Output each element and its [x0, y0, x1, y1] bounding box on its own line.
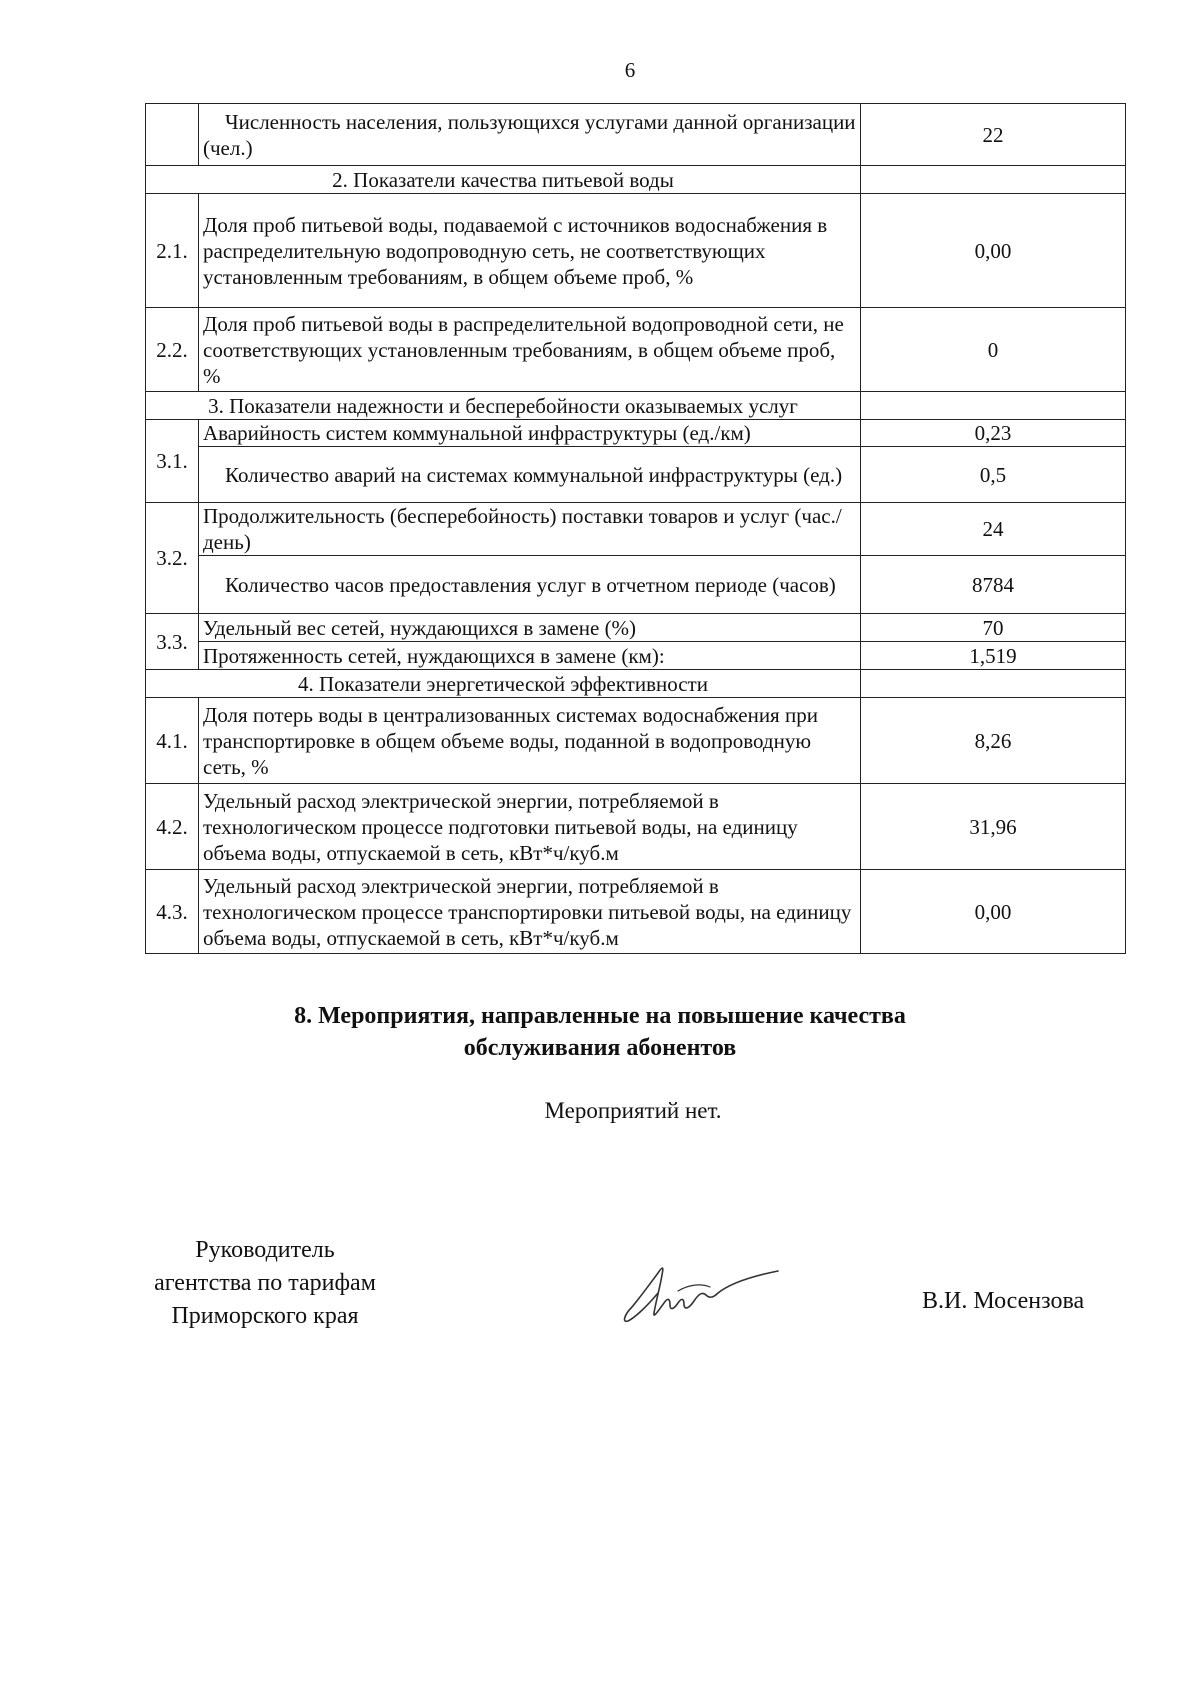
row-value	[861, 166, 1126, 194]
row-value: 22	[861, 104, 1126, 166]
table-row	[146, 194, 1126, 308]
section-title: 4. Показатели энергетической эффективности	[146, 670, 861, 698]
signatory-title	[120, 1234, 410, 1333]
row-number: 3.3.	[146, 614, 199, 670]
row-number: 4.3.	[146, 870, 199, 954]
section-title: 3. Показатели надежности и бесперебойности оказываемых услуг	[146, 392, 861, 420]
row-value: 1,519	[861, 642, 1126, 670]
row-number: 2.2.	[146, 308, 199, 392]
row-value: 0,00	[861, 194, 1126, 308]
table-row	[146, 420, 1126, 447]
table-row	[146, 503, 1126, 556]
row-name: Аварийность систем коммунальной инфраструктуры (ед./км)	[199, 420, 861, 447]
signatory-name: В.И. Мосензова	[922, 1288, 1085, 1314]
row-name: Удельный расход электрической энергии, потребляемой в технологическом процессе подготовки питьевой воды, на единицу объема воды, отпускаемой в сеть, кВт*ч/куб.м	[199, 784, 861, 870]
row-name: Количество аварий на системах коммунальной инфраструктуры (ед.)	[199, 447, 861, 503]
row-value: 0	[861, 308, 1126, 392]
table-row	[146, 642, 1126, 670]
row-name: Удельный расход электрической энергии, потребляемой в технологическом процессе транспортировки питьевой воды, на единицу объема воды, отпускаемой в сеть, кВт*ч/куб.м	[199, 870, 861, 954]
row-name: Доля потерь воды в централизованных системах водоснабжения при транспортировке в общем объеме воды, поданной в водопроводную сеть, %	[199, 698, 861, 784]
row-value: 0,23	[861, 420, 1126, 447]
section-heading-line: обслуживания абонентов	[463, 1035, 737, 1061]
row-number: 3.2.	[146, 503, 199, 614]
signatory-title-line: агентства по тарифам	[154, 1270, 376, 1296]
table-section-row	[146, 166, 1126, 194]
row-name: Количество часов предоставления услуг в отчетном периоде (часов)	[199, 556, 861, 614]
handwritten-signature	[618, 1255, 788, 1335]
signatory-title-line: Руководитель	[195, 1237, 335, 1263]
table-section-row	[146, 670, 1126, 698]
row-number: 3.1.	[146, 420, 199, 503]
table-row	[146, 870, 1126, 954]
section-heading	[0, 1000, 1200, 1064]
row-value: 0,5	[861, 447, 1126, 503]
row-value: 31,96	[861, 784, 1126, 870]
row-number	[146, 104, 199, 166]
table-row	[146, 447, 1126, 503]
section-heading-line: 8. Мероприятия, направленные на повышение качества	[294, 1003, 906, 1029]
table-section-row	[146, 392, 1126, 420]
no-events-text: Мероприятий нет.	[544, 1098, 722, 1123]
section-title: 2. Показатели качества питьевой воды	[146, 166, 861, 194]
row-name: Численность населения, пользующихся услугами данной организации (чел.)	[199, 104, 861, 166]
row-name: Продолжительность (бесперебойность) поставки товаров и услуг (час./день)	[199, 503, 861, 556]
page-number: 6	[624, 58, 636, 82]
row-name: Доля проб питьевой воды, подаваемой с источников водоснабжения в распределительную водопроводную сеть, не соответствующих установленным требованиям, в общем объеме проб, %	[199, 194, 861, 308]
row-value: 8784	[861, 556, 1126, 614]
table-row	[146, 556, 1126, 614]
row-number: 2.1.	[146, 194, 199, 308]
row-value: 0,00	[861, 870, 1126, 954]
row-value	[861, 392, 1126, 420]
table-row	[146, 784, 1126, 870]
signatory-title-line: Приморского края	[171, 1303, 359, 1329]
table-row	[146, 614, 1126, 642]
table-row	[146, 698, 1126, 784]
row-name: Удельный вес сетей, нуждающихся в замене (%)	[199, 614, 861, 642]
table-row	[146, 104, 1126, 166]
table-row	[146, 308, 1126, 392]
row-value: 70	[861, 614, 1126, 642]
row-value: 8,26	[861, 698, 1126, 784]
indicators-table	[145, 103, 1126, 954]
row-number: 4.1.	[146, 698, 199, 784]
row-name: Доля проб питьевой воды в распределительной водопроводной сети, не соответствующих установленным требованиям, в общем объеме проб, %	[199, 308, 861, 392]
row-value	[861, 670, 1126, 698]
row-number: 4.2.	[146, 784, 199, 870]
row-value: 24	[861, 503, 1126, 556]
row-name: Протяженность сетей, нуждающихся в замене (км):	[199, 642, 861, 670]
